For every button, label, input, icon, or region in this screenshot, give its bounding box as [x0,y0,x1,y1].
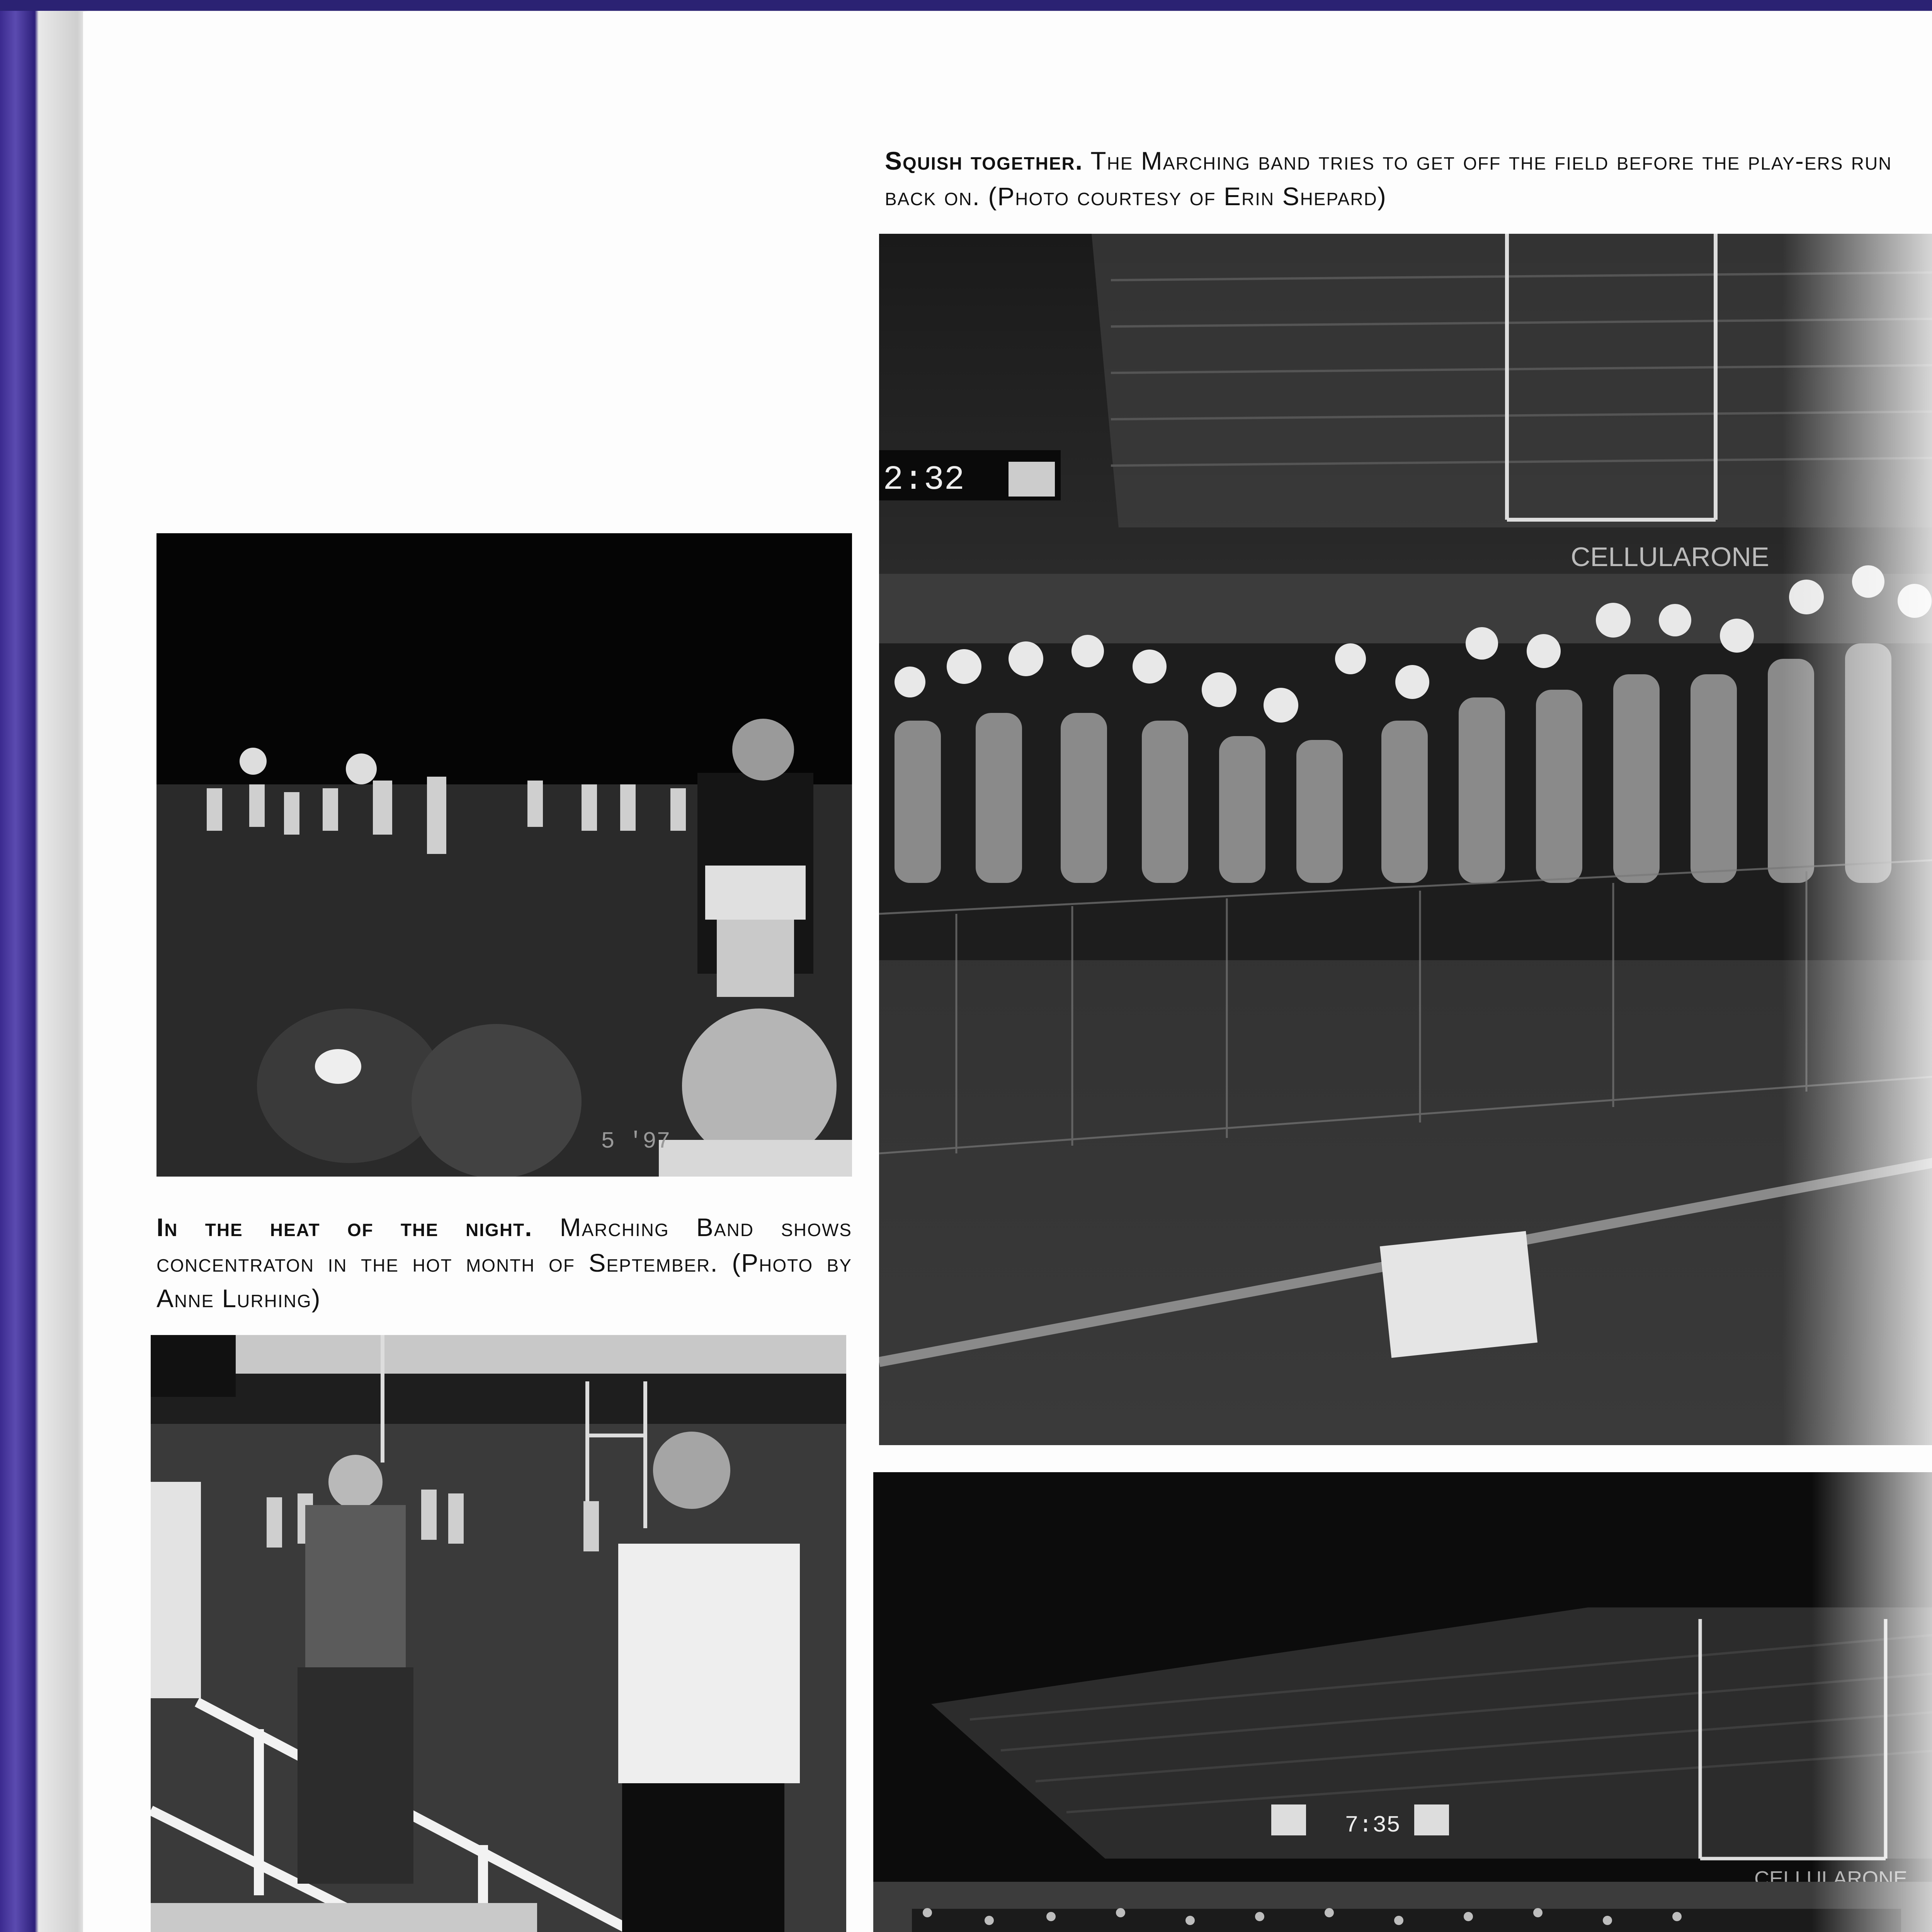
caption-heat-of-night [156,1209,852,1316]
photo-band-squish [879,234,1932,1445]
caption-body: Marching Band shows concentraton in the hot month of September. (Photo by Anne Lurhing) [156,1213,852,1313]
photo-in-line-ready [873,1472,1932,1932]
caption-lead: Squish together. [885,146,1083,175]
date-stamp: 5 '97 [601,1129,671,1155]
photo-working-together [151,1335,846,1932]
caption-squish-together [885,143,1932,214]
photo-heat-of-night [156,533,852,1177]
caption-body: The Marching band tries to get off the field before the play-ers run back on. (Photo courtesy of Erin Shepard) [885,146,1892,211]
caption-lead: In the heat of the night. [156,1213,533,1242]
scan-top-bar [0,0,1932,11]
yearbook-page [83,12,1932,1932]
